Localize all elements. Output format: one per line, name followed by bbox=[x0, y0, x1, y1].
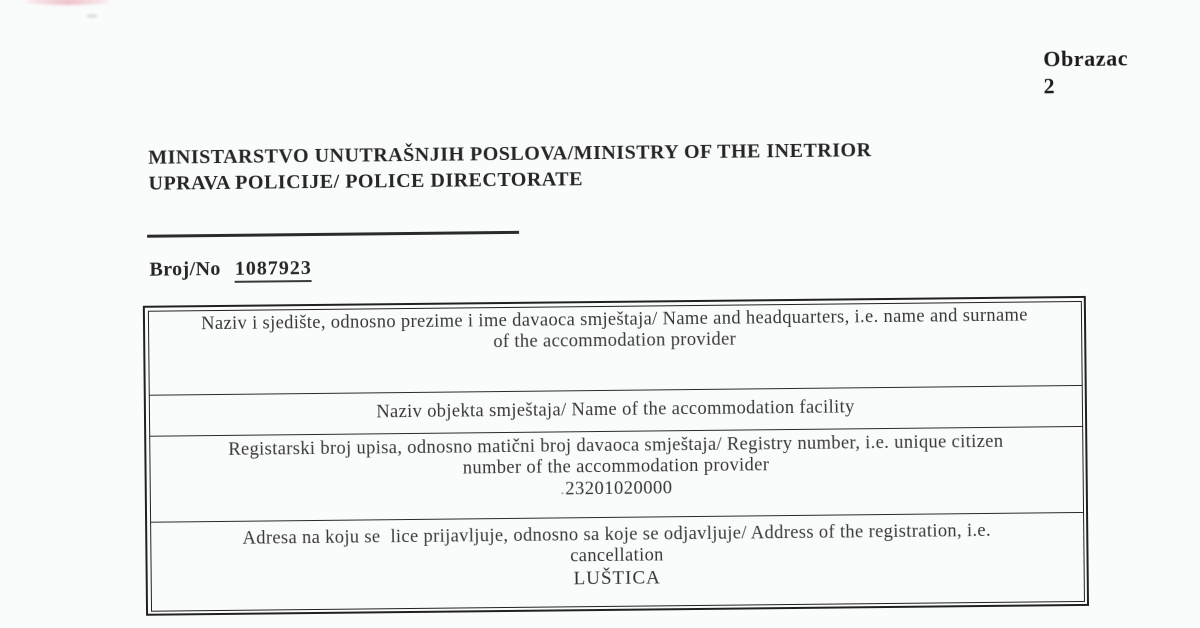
ministry-header bbox=[148, 137, 872, 197]
separator-line bbox=[147, 231, 519, 237]
row-label-line: Naziv i sjedište, odnosno prezime i ime davaoca smještaja/ Name and headquarters, i.e. name and surname bbox=[201, 305, 1028, 334]
registry-number-digits: 23201020000 bbox=[565, 477, 673, 499]
row-label-line: Adresa na koju se lice prijavljuje, odnosno sa koje se odjavljuje/ Address of the registration, i.e. bbox=[242, 520, 992, 549]
table-row-provider-name bbox=[148, 301, 1081, 395]
form-code-label: Obrazac bbox=[1043, 45, 1129, 72]
faint-dot-mark: . bbox=[559, 478, 566, 499]
row-label-line: of the accommodation provider bbox=[493, 329, 737, 353]
row-label-line: Naziv objekta smještaja/ Name of the accommodation facility bbox=[376, 397, 855, 423]
table-row-address bbox=[151, 512, 1084, 610]
document-number-label: Broj/No bbox=[149, 257, 221, 281]
table-row-registry-number bbox=[150, 426, 1083, 522]
form-code bbox=[1043, 44, 1128, 99]
row-label-line: Registarski broj upisa, odnosno matični broj davaoca smještaja/ Registry number, i.e. unique citizen bbox=[228, 431, 1004, 460]
document-number-value: 1087923 bbox=[235, 257, 312, 283]
address-value: LUŠTICA bbox=[573, 566, 661, 589]
row-label-line: number of the accommodation provider bbox=[462, 455, 770, 479]
row-label-line: cancellation bbox=[570, 545, 664, 567]
ministry-header-line1: MINISTARSTVO UNUTRAŠNJIH POSLOVA/MINISTRY OF THE INETRIOR bbox=[148, 139, 872, 169]
ministry-header-line2: UPRAVA POLICIJE/ POLICE DIRECTORATE bbox=[148, 168, 584, 195]
document-number-line bbox=[149, 257, 312, 282]
registration-table bbox=[143, 296, 1089, 616]
registration-table-inner bbox=[147, 300, 1084, 611]
form-code-number: 2 bbox=[1043, 73, 1056, 99]
